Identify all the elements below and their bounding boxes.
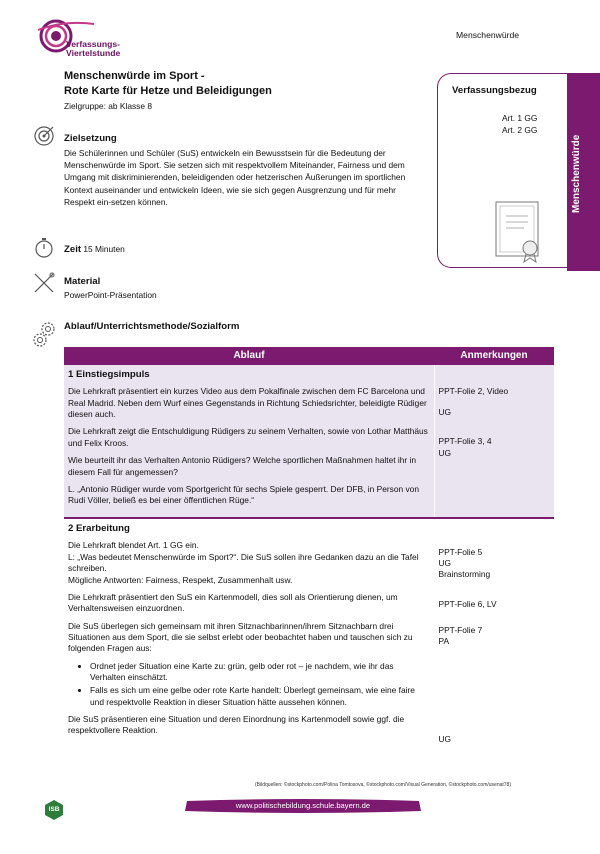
verfassungsbezug-title: Verfassungsbezug [452, 85, 537, 96]
phase1-content [64, 365, 434, 518]
table-header-row [64, 347, 554, 365]
zielsetzung-title: Zielsetzung [64, 133, 117, 144]
logo-text [66, 40, 146, 58]
logo-line1: Verfassungs- [66, 39, 120, 49]
phase2-paragraph: Mögliche Antworten: Fairness, Respekt, Zusammenhalt usw. [68, 574, 293, 585]
phase2-paragraph: Die Lehrkraft präsentiert den SuS ein Kartenmodell, dies soll als Orientierung dienen, um Verhaltensweisen einzuordnen. [68, 591, 398, 614]
note: UG [438, 557, 452, 568]
table-row [64, 365, 554, 518]
material-text: PowerPoint-Präsentation [64, 290, 157, 300]
phase2-content [64, 518, 434, 749]
note: UG [438, 406, 452, 417]
zielgruppe: Zielgruppe: ab Klasse 8 [64, 101, 152, 111]
phase2-notes [434, 518, 554, 749]
phase2-paragraph: Die Lehrkraft blendet Art. 1 GG ein. [68, 540, 199, 551]
footer-url-link[interactable]: www.politischebildung.schule.bayern.de [235, 801, 371, 810]
phase1-paragraph: Die Lehrkraft zeigt die Entschuldigung Rüdigers zu seinem Verhalten, sowie von Lothar Matthäus und Felix Kroos. [68, 426, 428, 448]
title-line2: Rote Karte für Hetze und Beleidigungen [64, 84, 272, 97]
target-icon [32, 124, 56, 148]
list-item: • Falls es sich um eine gelbe oder rote Karte handelt: Überlegt gemeinsam, wie eine faire und respektvolle Reaktion in dieser Situation hätte aussehen können. [90, 685, 430, 708]
phase1-paragraph: L. „Antonio Rüdiger wurde vom Sportgericht für sechs Spiele gesperrt. Der DFB, in Person von Rudi Völler, beließ es bei einer öffentlichen Rüge.“ [68, 483, 419, 506]
verfassungsbezug-items [502, 113, 537, 137]
verfassungsbezug-item: Art. 2 GG [502, 124, 538, 135]
zeit-label: Zeit [64, 244, 82, 255]
side-tab-label: Menschenwürde [571, 134, 582, 214]
ablauf-title: Ablauf/Unterrichtsmethode/Sozialform [64, 321, 240, 332]
note: PPT-Folie 2, Video [438, 385, 509, 396]
logo-line2: Viertelstunde [66, 48, 121, 59]
col-anmerkungen-header: Anmerkungen [434, 347, 554, 365]
stopwatch-icon [32, 236, 56, 260]
tools-icon [32, 271, 56, 295]
material-title: Material [64, 276, 101, 287]
gears-icon [30, 320, 60, 350]
bildquellen: (Bildquellen: ©stockphoto.com/Polina Tomtosova, ©stockphoto.com/Visual Generation, ©stockphoto.com/usenat78) [255, 782, 512, 788]
certificate-icon [490, 198, 550, 264]
phase2-paragraph: Die SuS präsentieren eine Situation und deren Einordnung ins Kartenmodell sowie ggf. die respektvollere Reaktion. [68, 713, 405, 736]
isb-logo-text: ISB [48, 806, 60, 813]
page-title [64, 69, 404, 99]
table-row [64, 518, 554, 749]
phase1-title: 1 Einstiegsimpuls [68, 368, 150, 380]
note: UG [438, 733, 452, 744]
header-topic: Menschenwürde [456, 30, 520, 40]
phase1-notes [434, 365, 554, 518]
note: PA [438, 636, 450, 647]
note: PPT-Folie 6, LV [438, 598, 497, 609]
phase2-paragraph: L: „Was bedeutet Menschenwürde im Sport?“. Die SuS sollen ihre Gedanken dazu an die Tafel schreiben. [68, 551, 419, 574]
phase2-title: 2 Erarbeitung [68, 522, 130, 534]
phase1-paragraph: Die Lehrkraft präsentiert ein kurzes Video aus dem Pokalfinale zwischen dem FC Barcelona und Real Madrid. Neben dem Wurf eines Gegenstands in Richtung Schiedsrichter, beleidigte Rüdiger diesen auch. [68, 386, 427, 420]
note: UG [438, 447, 452, 458]
zielsetzung-text: Die Schülerinnen und Schüler (SuS) entwickeln ein Bewusstsein für die Bedeutung der Menschenwürde im Sport. Sie setzen sich mit respektvollem Miteinander, Fairness und dem Umgang mit diskriminierenden, beleidigenden oder hetzerischen Äußerungen im sportlichen Kontext auseinander und entwickeln Ideen, wie sie sich gegen Ausgrenzung und für mehr Respekt ein-setzen können. [64, 148, 406, 207]
zeit-row [64, 244, 125, 257]
phase2-bullets [90, 661, 430, 708]
note: PPT-Folie 3, 4 [438, 436, 492, 447]
note: PPT-Folie 5 [438, 546, 483, 557]
note: Brainstorming [438, 569, 491, 580]
zeit-value: 15 Minuten [83, 244, 125, 254]
col-ablauf-header: Ablauf [64, 347, 434, 365]
phase2-paragraph: Die SuS überlegen sich gemeinsam mit ihren Sitznachbarinnen/ihrem Sitznachbarn drei Situationen aus dem Sport, die sie selbst erlebt oder beobachtet haben und tauschen sich zu folgenden Fragen aus: [68, 620, 413, 654]
note: PPT-Folie 7 [438, 624, 483, 635]
ablauf-table [64, 347, 554, 749]
phase1-paragraph: Wie beurteilt ihr das Verhalten Antonio Rüdigers? Welche sportlichen Maßnahmen haltet ihr in diesem Fall für angemessen? [68, 455, 417, 477]
verfassungsbezug-item: Art. 1 GG [502, 113, 538, 123]
title-line1: Menschenwürde im Sport - [64, 70, 205, 82]
list-item: • Ordnet jeder Situation eine Karte zu: grün, gelb oder rot – je nachdem, wie ihr das Verhalten einschätzt. [90, 661, 430, 684]
